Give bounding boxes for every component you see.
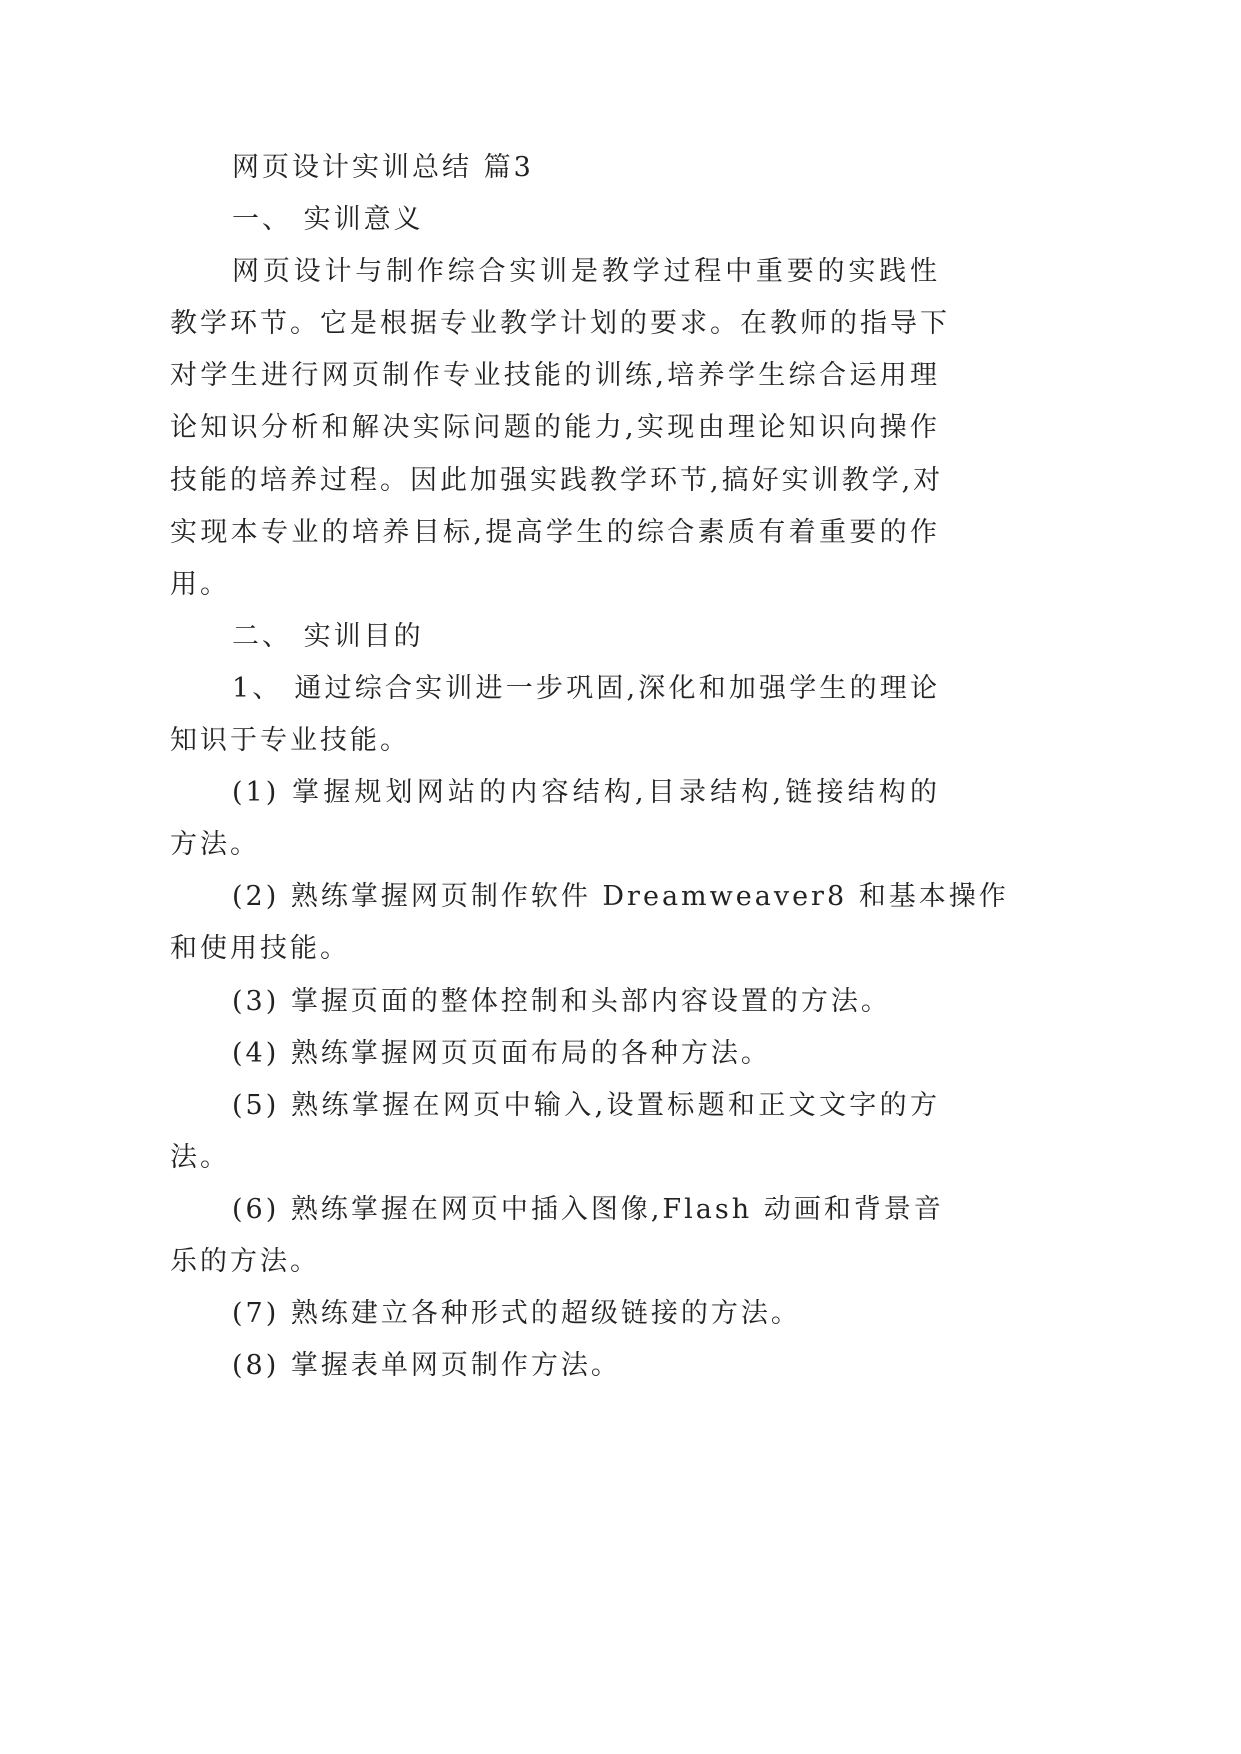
objective-item-2 <box>170 871 1009 975</box>
objective-item-5 <box>170 1080 940 1184</box>
objective-item-7 <box>170 1288 940 1340</box>
objective-item-3 <box>170 976 940 1028</box>
paragraph-line: 对学生进行网页制作专业技能的训练,培养学生综合运用理 <box>170 360 940 392</box>
paragraph-line: 论知识分析和解决实际问题的能力,实现由理论知识向操作 <box>170 412 940 444</box>
item-line: (6) 熟练掌握在网页中插入图像,Flash 动画和背景音 <box>232 1193 944 1225</box>
objective-item-6 <box>170 1184 944 1288</box>
document-body <box>170 142 1009 1392</box>
item-line: 和使用技能。 <box>170 933 350 965</box>
point-line: 知识于专业技能。 <box>170 725 410 757</box>
objective-item-8 <box>170 1340 940 1392</box>
objective-item-1 <box>170 767 940 871</box>
item-line: 乐的方法。 <box>170 1245 320 1277</box>
section-title-objective: 二、 实训目的 <box>232 620 424 652</box>
item-line: (1) 掌握规划网站的内容结构,目录结构,链接结构的 <box>232 777 940 809</box>
paragraph-line: 用。 <box>170 568 230 600</box>
objective-point-1 <box>170 663 940 767</box>
paragraph-line: 技能的培养过程。因此加强实践教学环节,搞好实训教学,对 <box>170 464 944 496</box>
section-paragraph-purpose <box>170 246 950 611</box>
point-line: 1、 通过综合实训进一步巩固,深化和加强学生的理论 <box>232 672 940 704</box>
item-line: (4) 熟练掌握网页页面布局的各种方法。 <box>232 1037 771 1069</box>
section-title-purpose: 一、 实训意义 <box>232 204 424 236</box>
item-line: (7) 熟练建立各种形式的超级链接的方法。 <box>232 1298 801 1330</box>
item-line: (8) 掌握表单网页制作方法。 <box>232 1350 621 1382</box>
document-heading: 网页设计实训总结 篇3 <box>232 152 534 183</box>
item-line: 法。 <box>170 1141 230 1173</box>
item-line: (3) 掌握页面的整体控制和头部内容设置的方法。 <box>232 985 891 1017</box>
item-line: 方法。 <box>170 829 260 861</box>
item-line: (2) 熟练掌握网页制作软件 Dreamweaver8 和基本操作 <box>232 881 1009 913</box>
item-line: (5) 熟练掌握在网页中输入,设置标题和正文文字的方 <box>232 1089 940 1121</box>
paragraph-line: 网页设计与制作综合实训是教学过程中重要的实践性 <box>232 256 940 288</box>
objective-item-4 <box>170 1028 940 1080</box>
paragraph-line: 教学环节。它是根据专业教学计划的要求。在教师的指导下 <box>170 308 950 340</box>
paragraph-line: 实现本专业的培养目标,提高学生的综合素质有着重要的作 <box>170 516 940 548</box>
